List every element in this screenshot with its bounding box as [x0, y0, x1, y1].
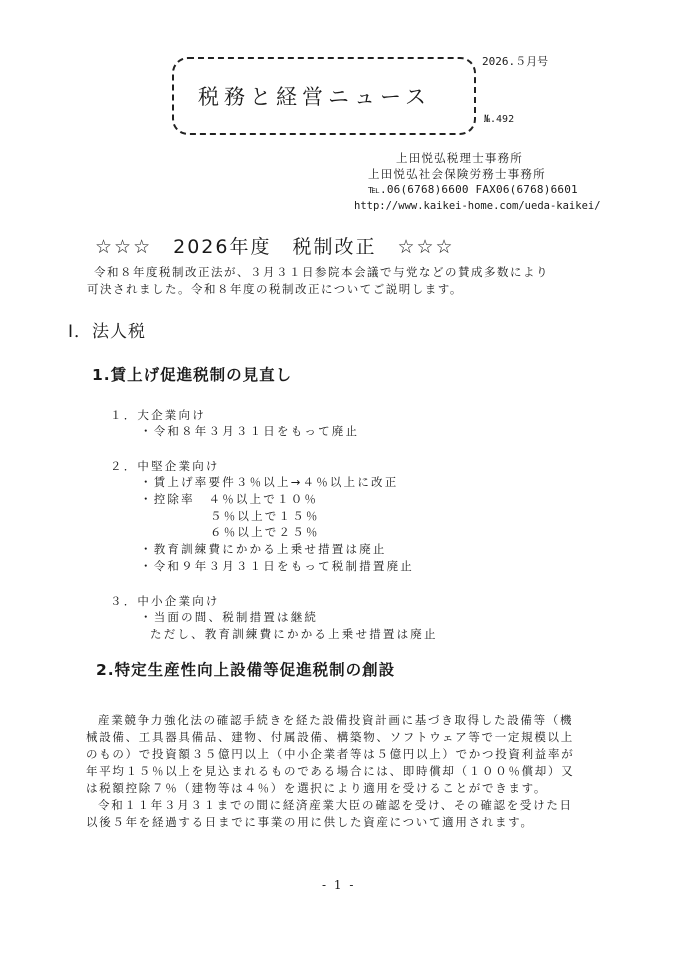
subsection-title-productivity-tax: 2.特定生産性向上設備等促進税制の創設 [96, 661, 396, 679]
page-number: - 1 - [322, 878, 356, 892]
issue-date: 2026.５月号 [482, 55, 549, 68]
list-item: ・控除率 ４％以上で１０％ [140, 492, 319, 506]
office-name-tax: 上田悦弘税理士事務所 [396, 151, 523, 165]
list-item: ・賃上げ率要件３％以上→４％以上に改正 [140, 475, 399, 489]
list-item: ・令和８年３月３１日をもって廃止 [140, 424, 360, 438]
list-item: ・教育訓練費にかかる上乗せ措置は廃止 [140, 542, 387, 556]
list-heading-large: １．大企業向け [110, 408, 206, 422]
intro-line-1: 令和８年度税制改正法が、３月３１日参院本会議で与党などの賛成多数により [94, 265, 549, 279]
paragraph-line: 械設備、工具器具備品、建物、付属設備、構築物、ソフトウェア等で一定規模以上 [86, 730, 574, 744]
list-heading-midsize: ２．中堅企業向け [110, 459, 220, 473]
list-heading-small: ３．中小企業向け [110, 594, 220, 608]
paragraph-line: 以後５年を経過する日までに事業の用に供した資産について適用されます。 [86, 815, 534, 829]
office-url[interactable]: http://www.kaikei-home.com/ueda-kaikei/ [354, 200, 601, 212]
paragraph-line: 令和１１年３月３１までの間に経済産業大臣の確認を受け、その確認を受けた日 [98, 798, 573, 812]
office-name-labor: 上田悦弘社会保険労務士事務所 [368, 167, 546, 181]
office-contact: ℡.06(6768)6600 FAX06(6768)6601 [368, 183, 578, 196]
paragraph-line: 年平均１５％以上を見込まれるものである場合には、即時償却（１００％償却）又 [86, 764, 575, 778]
list-item: ５％以上で１５％ [210, 509, 320, 523]
intro-line-2: 可決されました。令和８年度の税制改正についてご説明します。 [87, 282, 463, 296]
list-item: ただし、教育訓練費にかかる上乗せ措置は廃止 [150, 627, 438, 641]
masthead-frame [172, 57, 476, 135]
paragraph-line: 産業競争力強化法の確認手続きを経た設備投資計画に基づき取得した設備等（機 [98, 713, 574, 727]
subsection-title-wage-tax: 1.賃上げ促進税制の見直し [92, 366, 293, 384]
page-headline: ☆☆☆ 2026年度 税制改正 ☆☆☆ [95, 236, 455, 258]
list-item: ・当面の間、税制措置は継続 [140, 610, 319, 624]
section-title-corporate-tax: Ⅰ．法人税 [68, 322, 147, 342]
list-item: ・令和９年３月３１日をもって税制措置廃止 [140, 559, 414, 573]
list-item: ６％以上で２５％ [210, 525, 320, 539]
paragraph-line: のもの）で投資額３５億円以上（中小企業者等は５億円以上）でかつ投資利益率が [86, 747, 575, 761]
paragraph-line: は税額控除７％（建物等は４％）を選択により適用を受けることができます。 [86, 781, 548, 795]
issue-number: №.492 [484, 114, 515, 125]
masthead-title: 税務と経営ニュース [198, 85, 431, 109]
